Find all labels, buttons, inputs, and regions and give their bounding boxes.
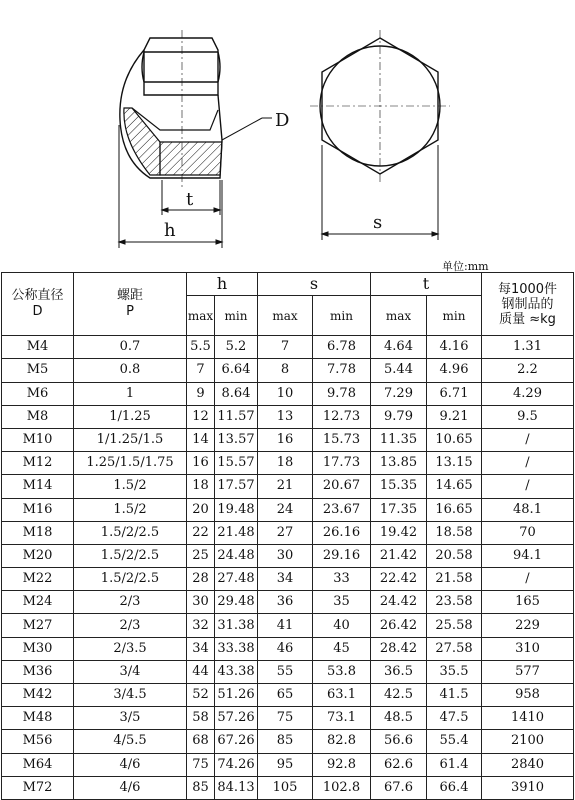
cell-t-min: 10.65 (427, 428, 482, 451)
cell-t-min: 6.71 (427, 382, 482, 405)
cell-s-min: 23.67 (313, 498, 371, 521)
cell-t-min: 16.65 (427, 498, 482, 521)
cell-h-max: 32 (187, 614, 215, 637)
cell-h-min: 15.57 (215, 452, 258, 475)
cell-h-min: 43.38 (215, 660, 258, 683)
cell-s-max: 30 (258, 544, 313, 567)
cell-s-max: 85 (258, 730, 313, 753)
cell-s-min: 53.8 (313, 660, 371, 683)
cell-mass: 1.31 (482, 336, 574, 359)
cell-pitch: 2/3 (74, 591, 187, 614)
cell-s-min: 33 (313, 568, 371, 591)
header-mass-line3: 质量 ≈kg (499, 311, 556, 327)
table-row (2, 359, 574, 382)
cell-h-min: 13.57 (215, 428, 258, 451)
cell-mass: 94.1 (482, 544, 574, 567)
cell-nominal: M48 (2, 707, 74, 730)
table-row (2, 405, 574, 428)
cell-t-min: 25.58 (427, 614, 482, 637)
cell-h-min: 5.2 (215, 336, 258, 359)
cell-s-min: 63.1 (313, 684, 371, 707)
cell-pitch: 1.5/2/2.5 (74, 521, 187, 544)
cell-nominal: M42 (2, 684, 74, 707)
cell-nominal: M27 (2, 614, 74, 637)
cell-h-min: 24.48 (215, 544, 258, 567)
cell-mass: 48.1 (482, 498, 574, 521)
header-t-max: max (371, 296, 427, 336)
cell-h-min: 51.26 (215, 684, 258, 707)
cell-h-max: 52 (187, 684, 215, 707)
cell-s-max: 13 (258, 405, 313, 428)
cell-nominal: M16 (2, 498, 74, 521)
cell-s-min: 40 (313, 614, 371, 637)
cell-mass: 2100 (482, 730, 574, 753)
cell-s-min: 17.73 (313, 452, 371, 475)
header-h-max: max (187, 296, 215, 336)
cell-s-min: 7.78 (313, 359, 371, 382)
cell-mass: 958 (482, 684, 574, 707)
cell-s-max: 55 (258, 660, 313, 683)
cell-s-max: 41 (258, 614, 313, 637)
cell-pitch: 1.5/2/2.5 (74, 544, 187, 567)
cell-h-min: 11.57 (215, 405, 258, 428)
cell-h-min: 8.64 (215, 382, 258, 405)
cell-s-max: 105 (258, 776, 313, 799)
cell-s-max: 65 (258, 684, 313, 707)
cell-mass: 70 (482, 521, 574, 544)
section-hatch-upper (124, 108, 160, 175)
unit-label-text: 单位: (442, 260, 468, 273)
cell-pitch: 1.5/2 (74, 475, 187, 498)
cell-t-max: 17.35 (371, 498, 427, 521)
cell-h-max: 20 (187, 498, 215, 521)
cell-h-min: 84.13 (215, 776, 258, 799)
section-hatch-lower (160, 142, 222, 175)
table-body (2, 336, 574, 800)
cell-nominal: M36 (2, 660, 74, 683)
cell-h-min: 21.48 (215, 521, 258, 544)
cell-t-min: 35.5 (427, 660, 482, 683)
cell-h-min: 31.38 (215, 614, 258, 637)
cell-h-max: 75 (187, 753, 215, 776)
header-pitch-symbol: P (126, 304, 134, 320)
cell-s-max: 34 (258, 568, 313, 591)
cell-h-max: 44 (187, 660, 215, 683)
cell-t-min: 66.4 (427, 776, 482, 799)
cell-h-min: 57.26 (215, 707, 258, 730)
cell-t-min: 47.5 (427, 707, 482, 730)
cell-pitch: 0.8 (74, 359, 187, 382)
cell-mass: 2.2 (482, 359, 574, 382)
cell-pitch: 3/5 (74, 707, 187, 730)
label-s: s (373, 212, 383, 233)
header-mass (482, 273, 574, 336)
cell-t-max: 42.5 (371, 684, 427, 707)
cell-t-min: 4.96 (427, 359, 482, 382)
cell-nominal: M8 (2, 405, 74, 428)
cell-h-max: 58 (187, 707, 215, 730)
cell-s-min: 102.8 (313, 776, 371, 799)
header-pitch-text: 螺距 (116, 288, 143, 304)
cell-s-min: 26.16 (313, 521, 371, 544)
cell-t-max: 28.42 (371, 637, 427, 660)
cell-mass: 4.29 (482, 382, 574, 405)
cell-h-max: 34 (187, 637, 215, 660)
cell-t-max: 19.42 (371, 521, 427, 544)
cell-mass: 3910 (482, 776, 574, 799)
cell-mass: 1410 (482, 707, 574, 730)
cell-pitch: 4/5.5 (74, 730, 187, 753)
cell-pitch: 3/4 (74, 660, 187, 683)
cell-nominal: M24 (2, 591, 74, 614)
cell-pitch: 1.25/1.5/1.75 (74, 452, 187, 475)
cell-t-min: 9.21 (427, 405, 482, 428)
cell-h-min: 6.64 (215, 359, 258, 382)
cell-nominal: M30 (2, 637, 74, 660)
cell-h-max: 18 (187, 475, 215, 498)
cell-s-max: 27 (258, 521, 313, 544)
cell-t-max: 26.42 (371, 614, 427, 637)
cell-t-min: 14.65 (427, 475, 482, 498)
header-s-min: min (313, 296, 371, 336)
cell-t-max: 11.35 (371, 428, 427, 451)
table-row (2, 428, 574, 451)
cell-t-min: 13.15 (427, 452, 482, 475)
header-nominal-symbol: D (32, 304, 43, 320)
cell-t-max: 62.6 (371, 753, 427, 776)
table-row (2, 637, 574, 660)
unit-value: mm (467, 260, 489, 273)
cell-t-max: 67.6 (371, 776, 427, 799)
cell-t-min: 41.5 (427, 684, 482, 707)
cell-nominal: M56 (2, 730, 74, 753)
cell-pitch: 1.5/2/2.5 (74, 568, 187, 591)
header-mass-line1: 每1000件 (497, 281, 558, 297)
cell-h-max: 85 (187, 776, 215, 799)
cell-mass: / (482, 428, 574, 451)
header-s: s (258, 273, 371, 296)
table-row (2, 707, 574, 730)
table-row (2, 382, 574, 405)
cell-nominal: M12 (2, 452, 74, 475)
cell-s-max: 46 (258, 637, 313, 660)
top-view (310, 30, 450, 184)
cell-pitch: 1 (74, 382, 187, 405)
cell-s-max: 21 (258, 475, 313, 498)
cell-t-min: 18.58 (427, 521, 482, 544)
label-D: D (275, 110, 290, 131)
cell-mass: 577 (482, 660, 574, 683)
cell-h-max: 14 (187, 428, 215, 451)
cell-s-min: 73.1 (313, 707, 371, 730)
table-row (2, 521, 574, 544)
cell-nominal: M6 (2, 382, 74, 405)
cell-s-max: 10 (258, 382, 313, 405)
cell-nominal: M14 (2, 475, 74, 498)
cell-s-max: 36 (258, 591, 313, 614)
cell-h-max: 5.5 (187, 336, 215, 359)
cell-h-max: 28 (187, 568, 215, 591)
cell-t-max: 56.6 (371, 730, 427, 753)
cell-h-min: 27.48 (215, 568, 258, 591)
cell-pitch: 1/1.25 (74, 405, 187, 428)
table-row (2, 591, 574, 614)
cell-nominal: M72 (2, 776, 74, 799)
cell-h-max: 12 (187, 405, 215, 428)
cell-nominal: M10 (2, 428, 74, 451)
cell-t-max: 36.5 (371, 660, 427, 683)
header-mass-line2: 钢制品的 (501, 296, 554, 312)
cell-t-max: 4.64 (371, 336, 427, 359)
cell-h-min: 19.48 (215, 498, 258, 521)
cell-pitch: 0.7 (74, 336, 187, 359)
header-h-min: min (215, 296, 258, 336)
table-row (2, 730, 574, 753)
header-t-min: min (427, 296, 482, 336)
cell-t-max: 21.42 (371, 544, 427, 567)
cap-nut-drawing (0, 0, 575, 262)
cell-pitch: 1.5/2 (74, 498, 187, 521)
cell-t-max: 9.79 (371, 405, 427, 428)
cell-mass: 9.5 (482, 405, 574, 428)
cell-s-max: 95 (258, 753, 313, 776)
cell-t-max: 7.29 (371, 382, 427, 405)
cell-s-min: 29.16 (313, 544, 371, 567)
cell-t-min: 27.58 (427, 637, 482, 660)
cell-mass: 229 (482, 614, 574, 637)
cell-s-min: 15.73 (313, 428, 371, 451)
dimensions-table (1, 272, 574, 800)
cell-h-min: 67.26 (215, 730, 258, 753)
header-h: h (187, 273, 258, 296)
cell-pitch: 2/3.5 (74, 637, 187, 660)
table-row (2, 336, 574, 359)
cell-t-min: 23.58 (427, 591, 482, 614)
cell-s-min: 12.73 (313, 405, 371, 428)
cell-h-max: 25 (187, 544, 215, 567)
cell-t-min: 20.58 (427, 544, 482, 567)
cell-h-max: 7 (187, 359, 215, 382)
header-nominal (2, 273, 74, 336)
table-row (2, 475, 574, 498)
cell-pitch: 4/6 (74, 776, 187, 799)
cell-t-max: 24.42 (371, 591, 427, 614)
cell-s-max: 7 (258, 336, 313, 359)
cell-mass: 2840 (482, 753, 574, 776)
cell-pitch: 1/1.25/1.5 (74, 428, 187, 451)
cell-s-max: 24 (258, 498, 313, 521)
cell-h-min: 29.48 (215, 591, 258, 614)
table-row (2, 544, 574, 567)
table-row (2, 684, 574, 707)
cell-nominal: M20 (2, 544, 74, 567)
table-row (2, 452, 574, 475)
header-pitch (74, 273, 187, 336)
table-row (2, 498, 574, 521)
cell-s-max: 18 (258, 452, 313, 475)
cell-t-min: 4.16 (427, 336, 482, 359)
header-t: t (371, 273, 482, 296)
table-row (2, 776, 574, 799)
cell-mass: / (482, 568, 574, 591)
cell-nominal: M22 (2, 568, 74, 591)
cell-mass: 310 (482, 637, 574, 660)
cell-nominal: M4 (2, 336, 74, 359)
cell-t-max: 13.85 (371, 452, 427, 475)
cell-mass: / (482, 452, 574, 475)
cell-t-min: 21.58 (427, 568, 482, 591)
cell-h-max: 9 (187, 382, 215, 405)
header-s-max: max (258, 296, 313, 336)
table-row (2, 614, 574, 637)
cell-s-max: 16 (258, 428, 313, 451)
cell-s-max: 8 (258, 359, 313, 382)
cell-s-min: 35 (313, 591, 371, 614)
cell-mass: / (482, 475, 574, 498)
cell-nominal: M64 (2, 753, 74, 776)
label-h: h (164, 220, 176, 241)
cell-h-min: 17.57 (215, 475, 258, 498)
cell-s-min: 9.78 (313, 382, 371, 405)
cell-s-max: 75 (258, 707, 313, 730)
cell-h-max: 30 (187, 591, 215, 614)
cell-s-min: 82.8 (313, 730, 371, 753)
cell-nominal: M5 (2, 359, 74, 382)
cell-nominal: M18 (2, 521, 74, 544)
cell-h-min: 74.26 (215, 753, 258, 776)
table-row (2, 660, 574, 683)
cell-pitch: 4/6 (74, 753, 187, 776)
cell-t-max: 15.35 (371, 475, 427, 498)
cell-pitch: 2/3 (74, 614, 187, 637)
cell-h-max: 68 (187, 730, 215, 753)
cell-t-min: 55.4 (427, 730, 482, 753)
cell-s-min: 20.67 (313, 475, 371, 498)
label-t: t (186, 189, 194, 210)
cell-t-min: 61.4 (427, 753, 482, 776)
cell-h-max: 22 (187, 521, 215, 544)
cell-h-max: 16 (187, 452, 215, 475)
cell-t-max: 22.42 (371, 568, 427, 591)
cell-s-min: 45 (313, 637, 371, 660)
table-row (2, 568, 574, 591)
table-row (2, 753, 574, 776)
header-nominal-text: 公称直径 (11, 288, 64, 304)
cell-s-min: 92.8 (313, 753, 371, 776)
cell-pitch: 3/4.5 (74, 684, 187, 707)
cell-t-max: 48.5 (371, 707, 427, 730)
cell-t-max: 5.44 (371, 359, 427, 382)
cell-mass: 165 (482, 591, 574, 614)
cell-s-min: 6.78 (313, 336, 371, 359)
cell-h-min: 33.38 (215, 637, 258, 660)
